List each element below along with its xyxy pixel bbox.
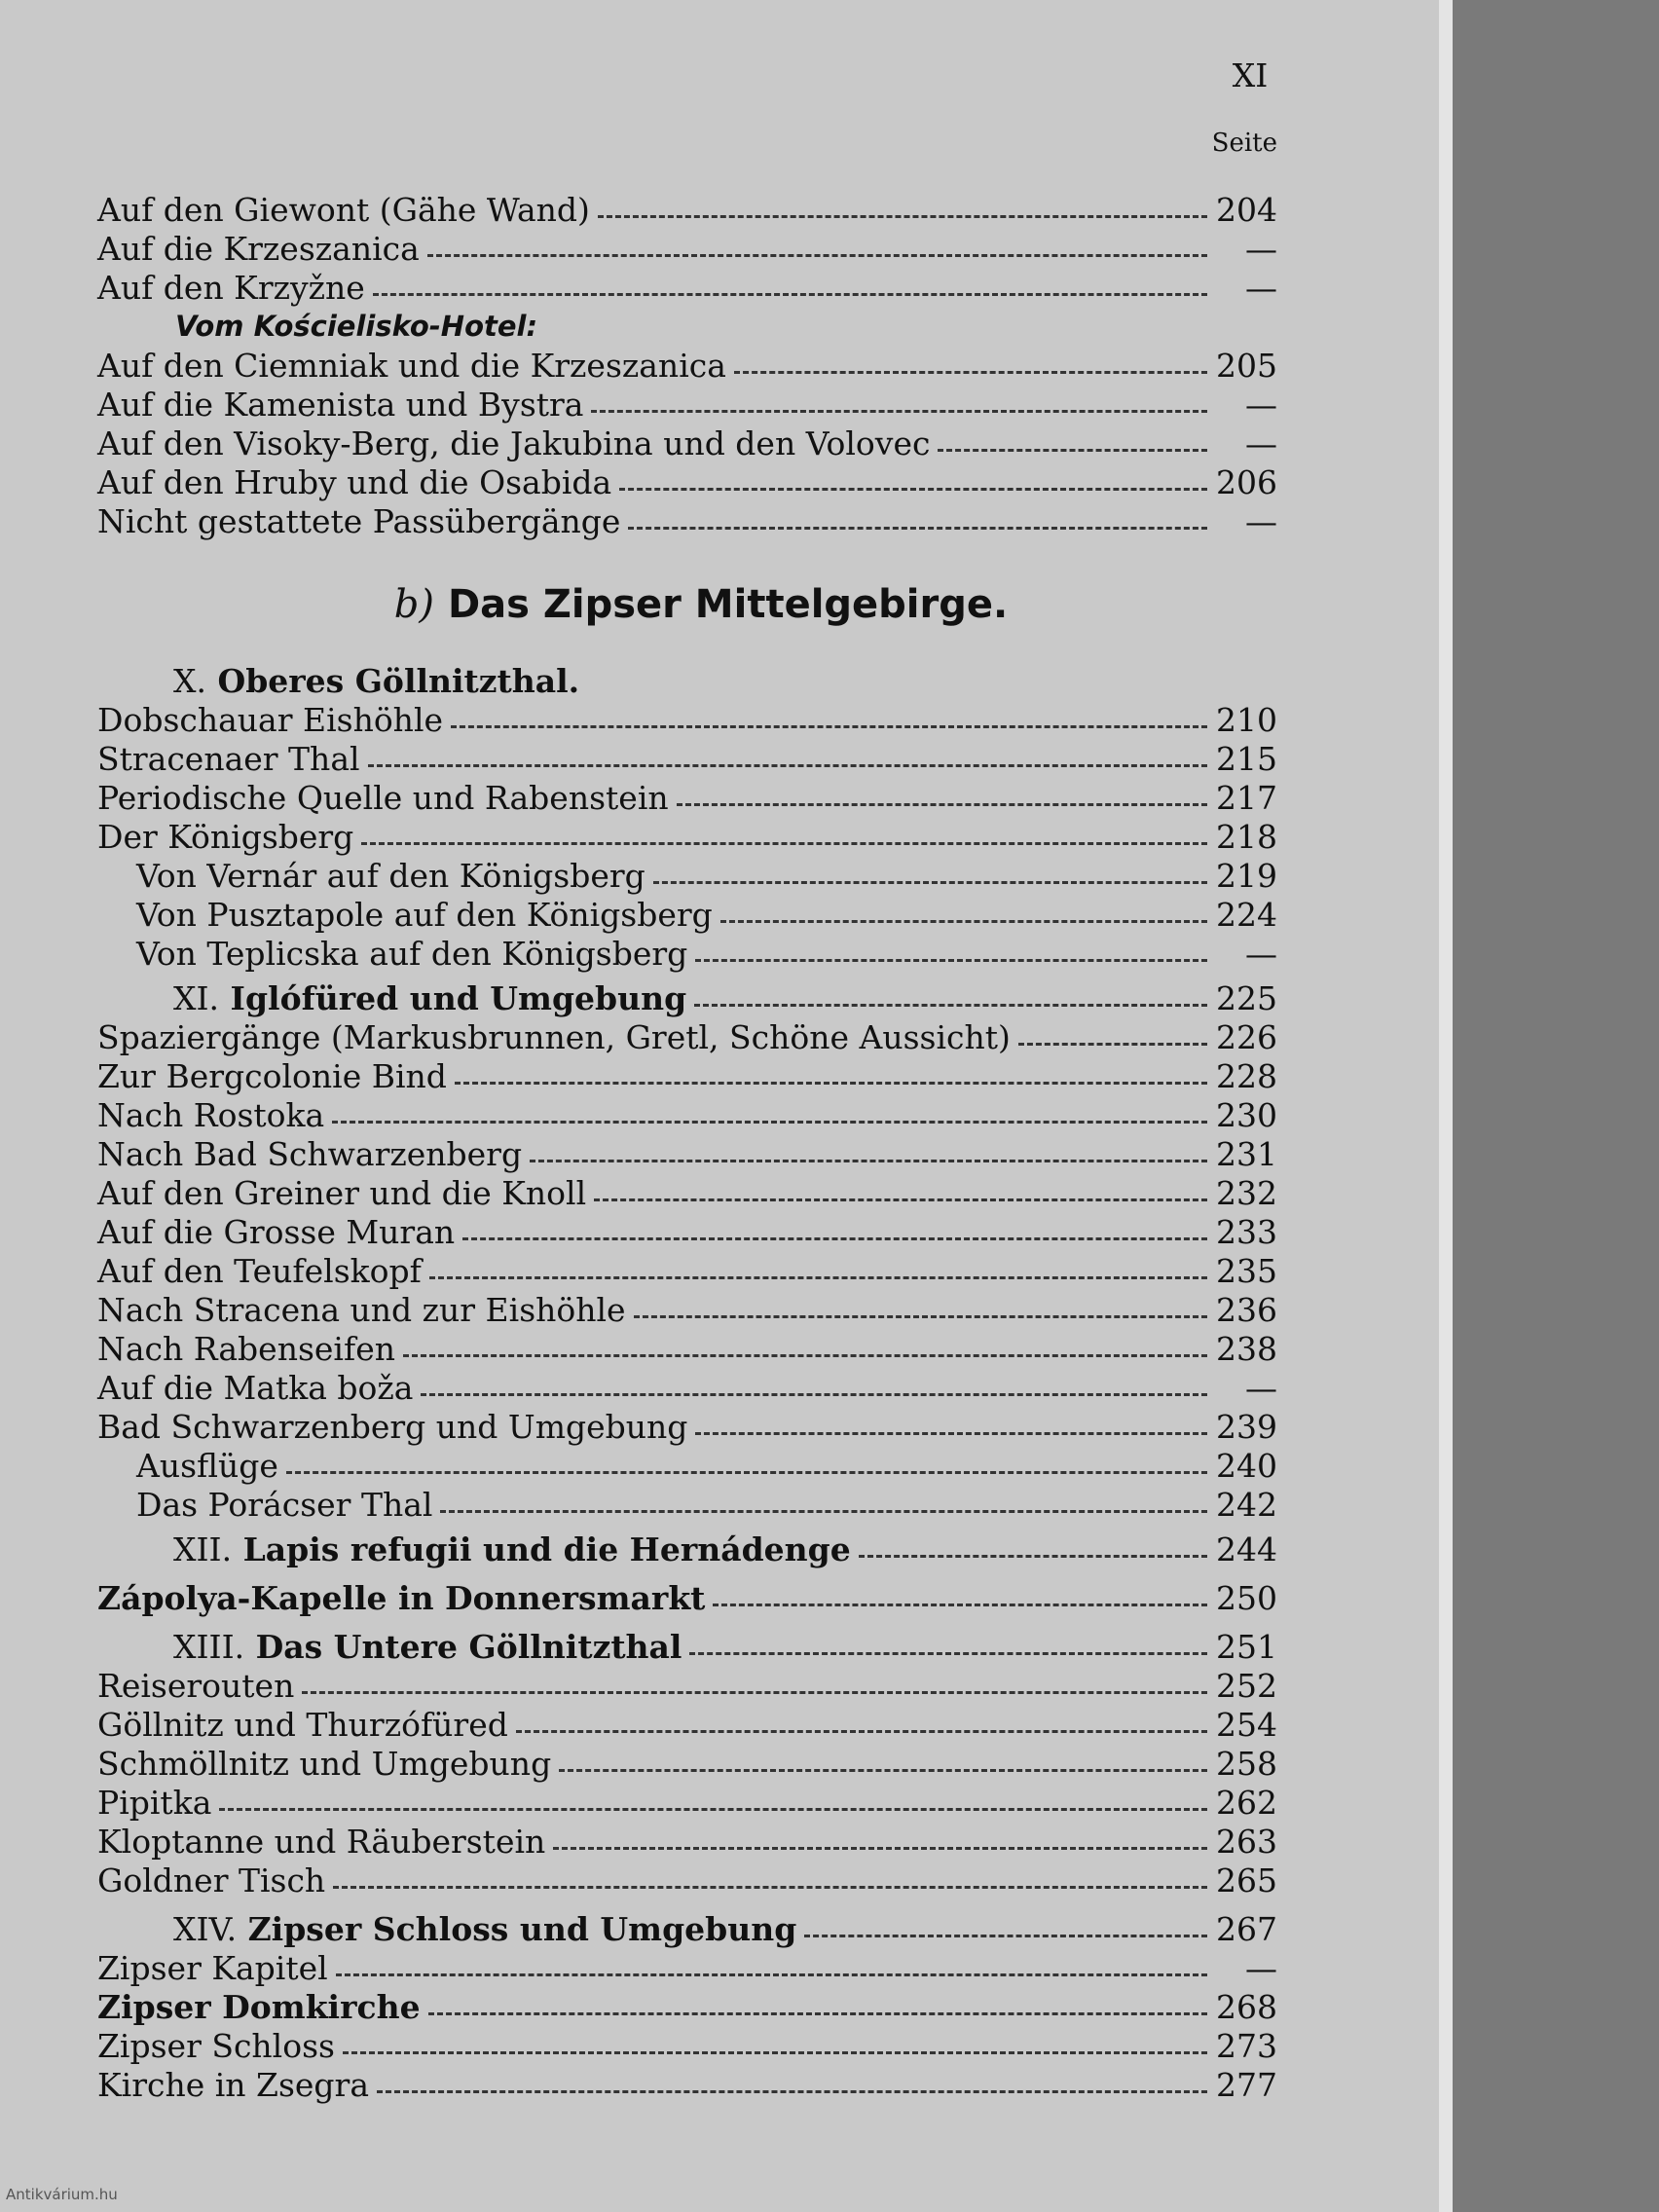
column-label: Seite [1211, 129, 1277, 158]
toc-entry: Ausflüge 240 [136, 1447, 1277, 1485]
toc-entry: Kirche in Zsegra 277 [97, 2066, 1277, 2104]
toc-entry: Auf den Ciemniak und die Krzeszanica 205 [97, 347, 1277, 385]
toc-entry: Kloptanne und Räuberstein 263 [97, 1823, 1277, 1861]
toc-entry: Goldner Tisch 265 [97, 1862, 1277, 1899]
toc-entry: Göllnitz und Thurzófüred 254 [97, 1706, 1277, 1744]
chapter-heading: XII. Lapis refugii und die Hernádenge 244 [173, 1530, 1277, 1568]
toc-entry: Nach Rabenseifen 238 [97, 1330, 1277, 1368]
toc-entry: Auf den Teufelskopf 235 [97, 1252, 1277, 1290]
toc-entry: Der Königsberg 218 [97, 818, 1277, 856]
toc-entry: Auf die Kamenista und Bystra — [97, 386, 1277, 424]
toc-entry: Zipser Schloss 273 [97, 2027, 1277, 2065]
toc-entry: Auf den Giewont (Gähe Wand) 204 [97, 191, 1277, 229]
chapter-heading: XIV. Zipser Schloss und Umgebung 267 [173, 1910, 1277, 1948]
page-number: XI [1232, 56, 1269, 94]
toc-entry: Pipitka 262 [97, 1784, 1277, 1822]
toc-entry: Zur Bergcolonie Bind 228 [97, 1057, 1277, 1095]
background-shadow [1453, 0, 1659, 2212]
toc-entry: Stracenaer Thal 215 [97, 740, 1277, 778]
section-title: b) Das Zipser Mittelgebirge. [393, 582, 1009, 627]
toc-entry: Auf die Matka boža — [97, 1369, 1277, 1407]
toc-entry: Nach Stracena und zur Eishöhle 236 [97, 1291, 1277, 1329]
toc-entry: Von Vernár auf den Königsberg 219 [136, 857, 1277, 895]
toc-entry: Zápolya-Kapelle in Donnersmarkt 250 [97, 1579, 1277, 1617]
toc-entry: Auf den Visoky-Berg, die Jakubina und den Volovec — [97, 424, 1277, 462]
toc-entry: Nach Bad Schwarzenberg 231 [97, 1135, 1277, 1173]
toc-entry: Auf den Krzyžne — [97, 269, 1277, 307]
toc-entry: Periodische Quelle und Rabenstein 217 [97, 779, 1277, 817]
chapter-heading: X. Oberes Göllnitzthal. [173, 662, 580, 700]
toc-entry: Bad Schwarzenberg und Umgebung 239 [97, 1408, 1277, 1446]
toc-entry: Spaziergänge (Markusbrunnen, Gretl, Schöne Aussicht) 226 [97, 1018, 1277, 1056]
chapter-heading: XI. Iglófüred und Umgebung 225 [173, 979, 1277, 1017]
toc-entry: Zipser Kapitel — [97, 1949, 1277, 1987]
toc-entry: Zipser Domkirche 268 [97, 1988, 1277, 2026]
toc-entry: Auf den Greiner und die Knoll 232 [97, 1174, 1277, 1212]
toc-entry: Von Pusztapole auf den Königsberg 224 [136, 896, 1277, 934]
watermark: Antikvárium.hu [6, 2186, 118, 2203]
toc-entry: Reiserouten 252 [97, 1667, 1277, 1705]
toc-entry: Dobschauar Eishöhle 210 [97, 701, 1277, 739]
toc-entry: Von Teplicska auf den Königsberg — [136, 935, 1277, 973]
toc-entry: Nach Rostoka 230 [97, 1096, 1277, 1134]
chapter-heading: XIII. Das Untere Göllnitzthal 251 [173, 1628, 1277, 1666]
toc-entry: Auf die Krzeszanica — [97, 230, 1277, 268]
toc-entry: Nicht gestattete Passübergänge — [97, 502, 1277, 540]
toc-entry: Auf die Grosse Muran 233 [97, 1213, 1277, 1251]
toc-entry: Das Porácser Thal 242 [136, 1486, 1277, 1524]
subheading: Vom Kościelisko-Hotel: [175, 310, 538, 343]
toc-entry: Auf den Hruby und die Osabida 206 [97, 463, 1277, 501]
toc-entry: Schmöllnitz und Umgebung 258 [97, 1745, 1277, 1783]
